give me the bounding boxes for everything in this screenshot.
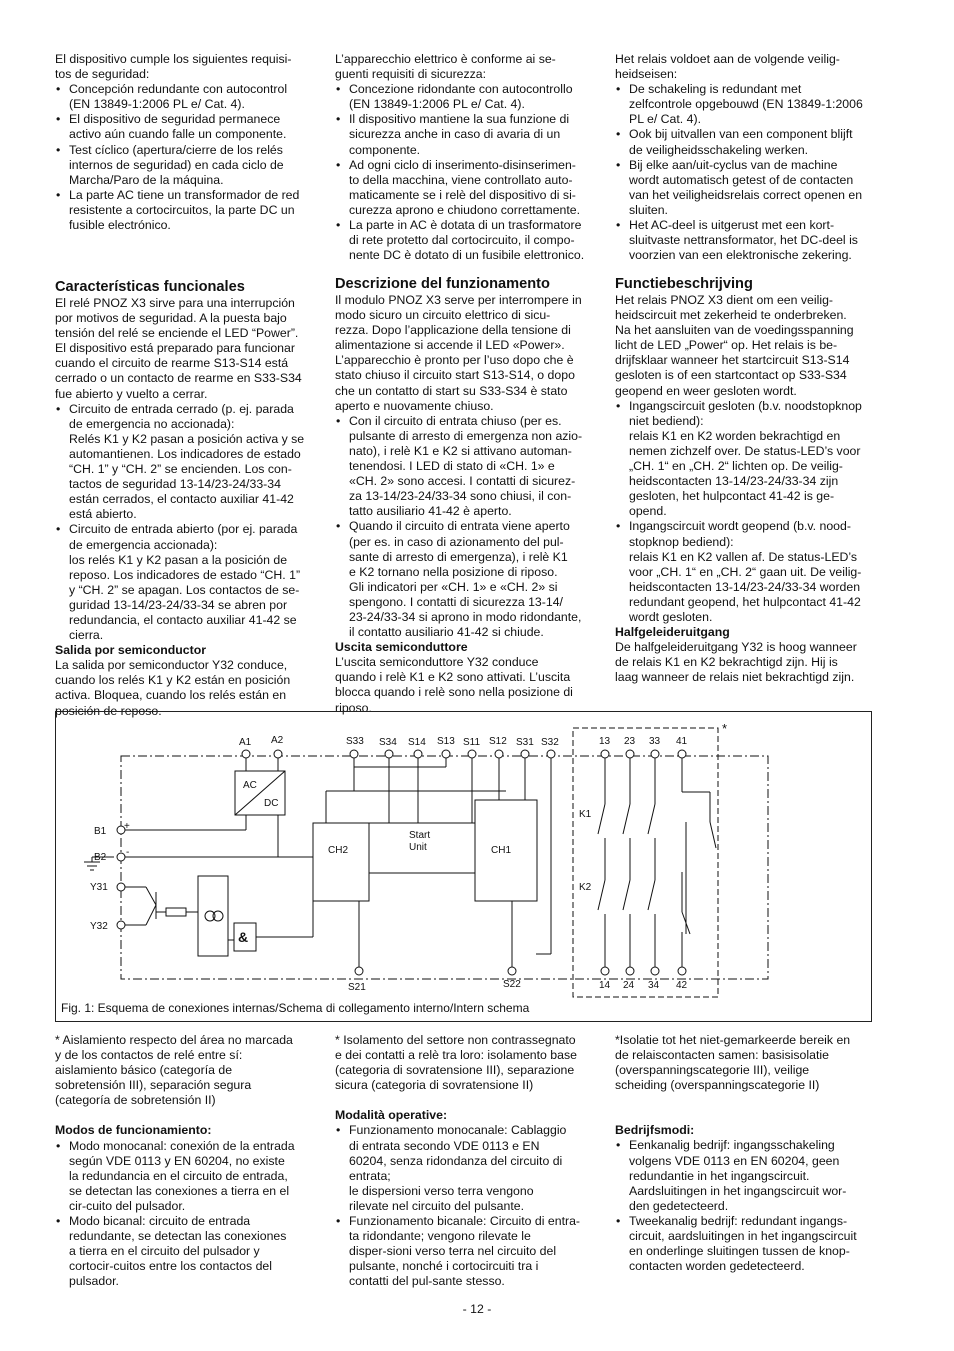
list-item: • La parte AC tiene un transformador de red resistente a cortocircuitos, la parte DC un fusible electrónico. (55, 188, 317, 233)
terminal-label-s22: S22 (503, 979, 521, 990)
figure-caption: Fig. 1: Esquema de conexiones internas/Schema di collegamento interno/Intern schema (61, 1001, 530, 1015)
list-item: • Funzionamento monocanale: Cablaggio di entrata secondo VDE 0113 e EN 60204, senza ridondanza del circuito di entrata; le dispersioni verso terra vengono rilevate nel circuito del pulsante. (335, 1123, 597, 1214)
terminal-label-24: 24 (623, 980, 635, 991)
terminal-label-y32: Y32 (90, 921, 108, 932)
terminal-label-s12: S12 (489, 736, 507, 747)
list-item: • Ingangscircuit wordt geopend (b.v. nood- stopknop bediend): relais K1 en K2 vallen af. De status-LED’s voor „CH. 1“ en „CH. 2“ gaan uit. De veilig- heidscontacten 13-14/23-24/33-34 worden redundant geopend, het hulpcontact 41-42 wordt gesloten. (615, 519, 877, 625)
terminal-label-14: 14 (599, 980, 611, 991)
terminal-label-s11: S11 (463, 737, 481, 748)
terminal-label-23: 23 (624, 736, 636, 747)
nl-semi-text: De halfgeleideruitgang Y32 is hoog wanneer de relais K1 en K2 bekrachtigd zijn. Hij is laag wanneer de relais niet bekrachtigd zijn. (615, 640, 857, 685)
relay-label-k1: K1 (579, 809, 592, 820)
list-item: • El dispositivo de seguridad permanece activo aún cuando falle un componente. (55, 112, 317, 142)
list-item: • Circuito de entrada cerrado (p. ej. parada de emergencia no accionada): Relés K1 y K2 pasan a posición activa y se automantienen. Los indicadores de estado “CH. 1” y “CH. 2” se encienden. Los con- tactos de seguridad 13-14/23-24/33-34 están cerrados, el contacto auxiliar 41-42 está abierto. (55, 402, 317, 523)
column-it (335, 52, 597, 263)
list-item: • Concepción redundante con autocontrol (EN 13849-1:2006 PL e/ Cat. 4). (55, 82, 317, 112)
asterisk-label: * (722, 721, 728, 736)
terminal-label-y31: Y31 (90, 882, 108, 893)
terminal-label-41: 41 (676, 736, 688, 747)
ac-label: AC (243, 780, 257, 791)
it-semi-title: Uscita semiconduttore (335, 640, 468, 655)
list-item: • La parte in AC è dotata di un trasformatore di rete protetto dal cortocircuito, il compo- nente DC è dotato di un fusibile elettronico. (335, 218, 597, 263)
terminal-label-13: 13 (599, 736, 611, 747)
it-intro: L’apparecchio elettrico è conforme ai se- guenti requisiti di sicurezza: (335, 52, 556, 82)
nl-heading: Functiebeschrijving (615, 276, 753, 292)
terminal-label-42: 42 (676, 980, 688, 991)
list-item: • Con il circuito di entrata chiuso (per es. pulsante di arresto di emergenza non azio- nato), i relè K1 e K2 si attivano automan- tenendosi. I LED di stato di «CH. 1» e «CH. 2» sono accesi. I contatti di sicurez- za 13-14/23-24/33-34 sono chiusi, il con- tatto ausiliario 41-42 è aperto. (335, 414, 597, 520)
terminal-label-b2: B2 (94, 852, 107, 863)
list-item: • Quando il circuito di entrata viene aperto (per es. in caso di azionamento del pul- sante di arresto di emergenza), i relè K1 e K2 tornano nella posizione di riposo. Gli indicatori per «CH. 1» e «CH. 2» si spengono. I contatti di sicurezza 13-14/ 23-24/33-34 si aprono in modo ridondante, il contatto ausiliario 41-42 si chiude. (335, 519, 597, 640)
and-gate-label: & (238, 929, 249, 945)
list-item: • Ad ogni ciclo di inserimento-disinserimen- to della macchina, viene controllato auto- maticamente se i relè del dispositivo di si- curezza aprono e chiudono correttamente. (335, 158, 597, 218)
nl-modes-list (615, 1138, 877, 1274)
it-modes-list (335, 1123, 597, 1289)
list-item: • Concezione ridondante con autocontrollo (EN 13849-1:2006 PL e/ Cat. 4). (335, 82, 597, 112)
ch1-label: CH1 (491, 845, 512, 856)
it-modes-title: Modalità operative: (335, 1108, 448, 1123)
terminal-label-s14: S14 (408, 737, 426, 748)
column-nl-function (615, 275, 877, 685)
list-item: • Ook bij uitvallen van een component blijft de veiligheidsschakeling werken. (615, 127, 877, 157)
terminal-label-s34: S34 (379, 737, 397, 748)
it-function-list (335, 414, 597, 640)
it-intro-list (335, 82, 597, 263)
nl-semi-title: Halfgeleideruitgang (615, 625, 730, 640)
ch2-label: CH2 (328, 845, 349, 856)
es-note: * Aislamiento respecto del área no marcada y de los contactos de relé entre sí: aislamiento básico (categoría de sobretensión III), separación segura (categoría de sobretensión II) (55, 1033, 293, 1108)
es-heading: Características funcionales (55, 279, 245, 295)
it-semi-text: L’uscita semiconduttore Y32 conduce quando i relè K1 e K2 sono attivati. L’uscita blocca quando i relè sono nella posizione di riposo. (335, 655, 573, 715)
wiring-diagram-figure (55, 711, 872, 1022)
list-item: • Modo monocanal: conexión de la entrada según VDE 0113 y EN 60204, no existe la redundancia en el circuito de entrada, se detectan las conexiones a tierra en el cir-cuito del pulsador. (55, 1139, 317, 1214)
es-semi-text: La salida por semiconductor Y32 conduce, cuando los relés K1 y K2 están en posición activa. Bloquea, cuando los relés están en posición de reposo. (55, 658, 291, 718)
list-item: • Eenkanalig bedrijf: ingangsschakeling volgens VDE 0113 en EN 60204, geen redundantie in het ingangscircuit. Aardsluitingen in het ingangscircuit wor- den gedetecteerd. (615, 1138, 877, 1213)
list-item: • Modo bicanal: circuito de entrada redundante, se detectan las conexiones a tierra en el circuito del pulsador y cortocir-cuitos entre los contactos del pulsador. (55, 1214, 317, 1289)
terminal-label-s33: S33 (346, 736, 364, 747)
wiring-diagram (56, 712, 871, 1021)
es-notes (55, 1033, 317, 1290)
list-item: • Het AC-deel is uitgerust met een kort- sluitvaste nettransformator, het DC-deel is voorzien van een elektronische zekering. (615, 218, 877, 263)
dc-label: DC (264, 798, 279, 809)
es-semi-title: Salida por semiconductor (55, 643, 207, 658)
es-modes-title: Modos de funcionamiento: (55, 1123, 212, 1138)
column-nl (615, 52, 877, 263)
it-heading: Descrizione del funzionamento (335, 276, 550, 292)
terminal-label-a2: A2 (271, 735, 284, 746)
it-body: Il modulo PNOZ X3 serve per interrompere in modo sicuro un circuito elettrico di sicu- rezza. Dopo l’applicazione della tensione di alimentazione si accende il LED «Power». L’apparecchio è pronto per l’uso dopo che è stato chiuso il circuito start S13-S14, o dopo che un contatto di start su S33-S34 è stato aperto e nuovamente chiuso. (335, 293, 582, 413)
column-es (55, 52, 317, 233)
es-intro-list (55, 82, 317, 233)
list-item: • Funzionamento bicanale: Circuito di entra- ta ridondante; vengono rilevate le disper-sioni verso terra nel circuito del pulsante, nonché i cortocircuiti tra i contatti del pul-sante stesso. (335, 1214, 597, 1289)
boundary-line (121, 756, 768, 979)
list-item: • Test cíclico (apertura/cierre de los relés internos de seguridad) en cada ciclo de Marcha/Paro de la máquina. (55, 143, 317, 188)
column-es-function (55, 278, 317, 719)
terminal-label-s31: S31 (516, 737, 534, 748)
it-notes (335, 1033, 597, 1290)
nl-note: *Isolatie tot het niet-gemarkeerde bereik en de relaiscontacten samen: basisisolatie (overspanningscategorie III), veilige scheiding (overspanningscategorie II) (615, 1033, 851, 1093)
list-item: • Circuito de entrada abierto (por ej. parada de emergencia accionada): los relés K1 y K2 pasan a la posición de reposo. Los indicadores de estado “CH. 1” y “CH. 2” se apagan. Los contactos de se- guridad 13-14/23-24/33-34 se abren por redundancia, el contacto auxiliar 41-42 se cierra. (55, 522, 317, 643)
es-function-list (55, 402, 317, 644)
list-item: • De schakeling is redundant met zelfcontrole opgebouwd (EN 13849-1:2006 PL e/ Cat. 4). (615, 82, 877, 127)
terminal-label-b1: B1 (94, 826, 107, 837)
list-item: • Bij elke aan/uit-cyclus van de machine wordt automatisch getest of de contacten van het veiligheidsrelais correct openen en sluiten. (615, 158, 877, 218)
minus-label: - (126, 847, 130, 858)
list-item: • Il dispositivo mantiene la sua funzione di sicurezza anche in caso di avaria di un componente. (335, 112, 597, 157)
terminal-label-33: 33 (649, 736, 661, 747)
terminal-label-s21: S21 (348, 982, 366, 993)
terminal-label-s32: S32 (541, 737, 559, 748)
nl-notes (615, 1033, 877, 1274)
es-body: El relé PNOZ X3 sirve para una interrupción por motivos de seguridad. A la puesta bajo tensión del relé se enciende el LED “Power”. El dispositivo está preparado para funcionar cuando el circuito de rearme S13-S14 está cerrado o un contacto de rearme en S33-S34 fue abierto y vuelto a cerrar. (55, 296, 302, 401)
relay-label-k2: K2 (579, 882, 592, 893)
nl-function-list (615, 399, 877, 625)
page-number: - 12 - (462, 1302, 492, 1316)
list-item: • Tweekanalig bedrijf: redundant ingangs- circuit, aardsluitingen in het ingangscircuit en onderlinge sluitingen tussen de knop- contacten worden gedetecteerd. (615, 1214, 877, 1274)
es-modes-list (55, 1139, 317, 1290)
nl-modes-title: Bedrijfsmodi: (615, 1123, 695, 1138)
relay-area-line (573, 728, 718, 997)
terminal-label-s13: S13 (437, 736, 455, 747)
column-it-function (335, 275, 597, 716)
es-intro: El dispositivo cumple los siguientes requisi- tos de seguridad: (55, 52, 292, 82)
ch2-box (313, 823, 369, 901)
it-note: * Isolamento del settore non contrassegnato e dei contatti a relè tra loro: isolamento base (categoria di sovratensione III), separazione sicura (categoria di sovratensione II) (335, 1033, 577, 1093)
terminal-label-a1: A1 (239, 737, 252, 748)
list-item: • Ingangscircuit gesloten (b.v. noodstopknop niet bediend): relais K1 en K2 worden bekrachtigd en nemen zichzelf over. De status-LED’s voor „CH. 1“ en „CH. 2“ lichten op. De veilig- heidscontacten 13-14/23-24/33-34 zijn gesloten, het hulpcontact 41-42 is ge- opend. (615, 399, 877, 520)
plus-label: + (124, 821, 130, 832)
start-unit-label: Start Unit (409, 830, 431, 853)
terminals (117, 750, 686, 975)
terminal-label-34: 34 (648, 980, 660, 991)
nl-body: Het relais PNOZ X3 dient om een veilig- heidscircuit met zekerheid te onderbreken. Na het aansluiten van de voedingsspanning licht de LED „Power“ op. Het relais is be- drijfsklaar wanneer het startcircuit S13-S14 gesloten is of een startcontact op S33-S34 geopend en weer gesloten wordt. (615, 293, 854, 398)
nl-intro-list (615, 82, 877, 263)
nl-intro: Het relais voldoet aan de volgende veilig- heidseisen: (615, 52, 840, 82)
